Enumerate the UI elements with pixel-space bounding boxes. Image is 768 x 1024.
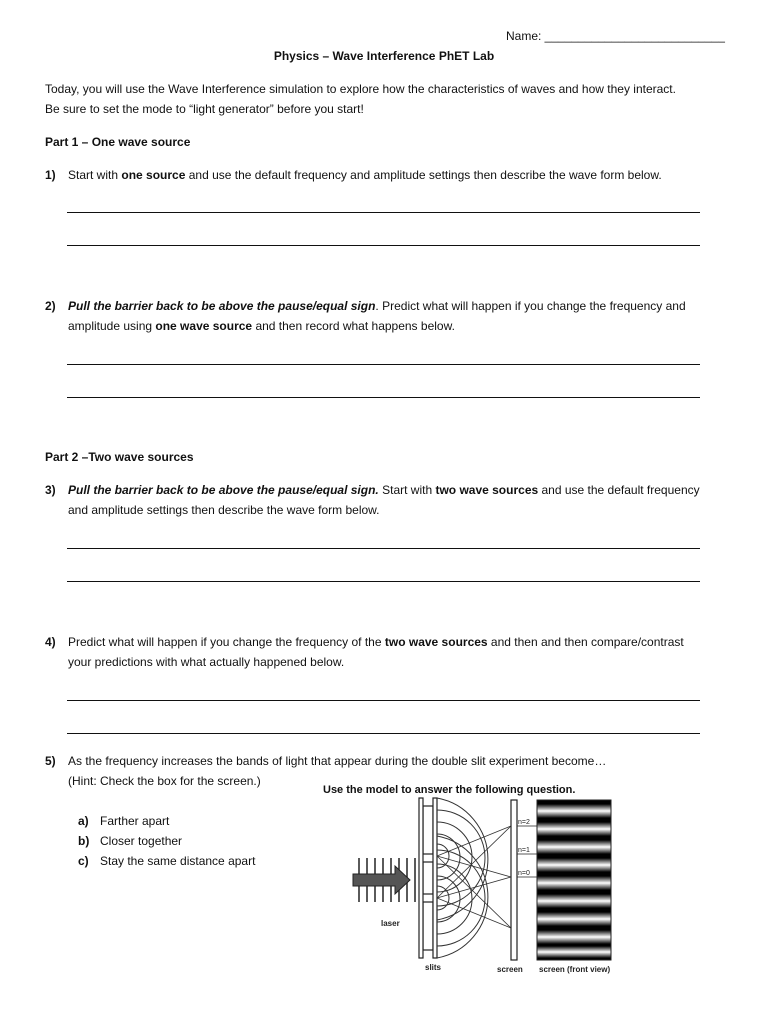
intro-line-1: Today, you will use the Wave Interference simulation to explore how the characteristics of waves and how they interact.: [45, 82, 676, 96]
option-a[interactable]: [78, 811, 255, 831]
q2-text-a: . Predict what will happen if you change the frequency and: [375, 299, 686, 313]
q4-text-a: Predict what will happen if you change the frequency of the: [68, 635, 385, 649]
question-3: [45, 480, 725, 520]
slit-barrier: [419, 798, 437, 958]
question-1-number: 1): [45, 168, 56, 182]
question-5-number: 5): [45, 754, 56, 768]
page-title: Physics – Wave Interference PhET Lab: [273, 49, 495, 63]
question-1: [45, 165, 725, 185]
label-screen-front: screen (front view): [539, 965, 611, 974]
q5-text-a: As the frequency increases the bands of light that appear during the double slit experiment become…: [68, 754, 607, 768]
answer-line-q1-b[interactable]: [67, 245, 700, 246]
q2-text-c: and then record what happens below.: [252, 319, 455, 333]
label-n2: n=2: [518, 819, 530, 826]
answer-line-q2-a[interactable]: [67, 364, 700, 365]
part-2-heading: Part 2 –Two wave sources: [45, 450, 194, 464]
q3-text-c: and amplitude settings then describe the wave form below.: [68, 503, 380, 517]
q5-options: [78, 811, 255, 871]
label-n0: n=0: [518, 870, 530, 877]
question-3-number: 3): [45, 483, 56, 497]
q4-text-b: and then and then compare/contrast: [487, 635, 684, 649]
option-a-text: Farther apart: [100, 814, 170, 828]
label-n1: n=1: [518, 847, 530, 854]
answer-line-q4-a[interactable]: [67, 700, 700, 701]
option-a-letter: a): [78, 814, 89, 828]
question-2: [45, 296, 725, 336]
answer-line-q3-a[interactable]: [67, 548, 700, 549]
double-slit-diagram: [315, 778, 645, 983]
intro-line-2: Be sure to set the mode to “light generator” before you start!: [45, 102, 364, 116]
q3-text-b: and use the default frequency: [538, 483, 700, 497]
option-b[interactable]: [78, 831, 255, 851]
laser-arrow-icon: [353, 866, 410, 894]
q2-bold-italic: Pull the barrier back to be above the pause/equal sign: [68, 299, 376, 313]
figure-caption: Use the model to answer the following question.: [323, 784, 576, 796]
intro-paragraph: [45, 79, 735, 119]
label-slits: slits: [425, 963, 442, 972]
q4-bold: two wave sources: [384, 635, 488, 649]
label-laser: laser: [381, 919, 400, 928]
name-field-label: Name: ___________________________: [506, 29, 725, 43]
q2-text-b: amplitude using: [68, 319, 156, 333]
answer-line-q3-b[interactable]: [67, 581, 700, 582]
label-screen: screen: [497, 965, 523, 974]
answer-line-q1-a[interactable]: [67, 212, 700, 213]
q3-text-a: Start with: [378, 483, 436, 497]
question-4: [45, 632, 725, 672]
q1-text-b: and use the default frequency and amplitude settings then describe the wave form below.: [185, 168, 662, 182]
q1-text-a: Start with: [68, 168, 122, 182]
question-2-number: 2): [45, 299, 56, 313]
interference-wavefronts: [437, 798, 488, 958]
answer-line-q2-b[interactable]: [67, 397, 700, 398]
question-4-number: 4): [45, 635, 56, 649]
q4-text-c: your predictions with what actually happened below.: [68, 655, 345, 669]
option-c-text: Stay the same distance apart: [100, 854, 256, 868]
screen-side: [511, 800, 517, 960]
screen-front-view: [537, 800, 611, 960]
part-1-heading: Part 1 – One wave source: [45, 135, 191, 149]
answer-line-q4-b[interactable]: [67, 733, 700, 734]
q1-bold: one source: [121, 168, 186, 182]
option-b-text: Closer together: [100, 834, 183, 848]
option-c-letter: c): [78, 854, 89, 868]
q3-bold: two wave sources: [435, 483, 539, 497]
q3-bold-italic: Pull the barrier back to be above the pause/equal sign.: [68, 483, 379, 497]
option-c[interactable]: [78, 851, 255, 871]
q5-hint: (Hint: Check the box for the screen.): [68, 774, 261, 788]
double-slit-figure: [315, 778, 645, 983]
option-b-letter: b): [78, 834, 90, 848]
q2-bold: one wave source: [155, 319, 253, 333]
